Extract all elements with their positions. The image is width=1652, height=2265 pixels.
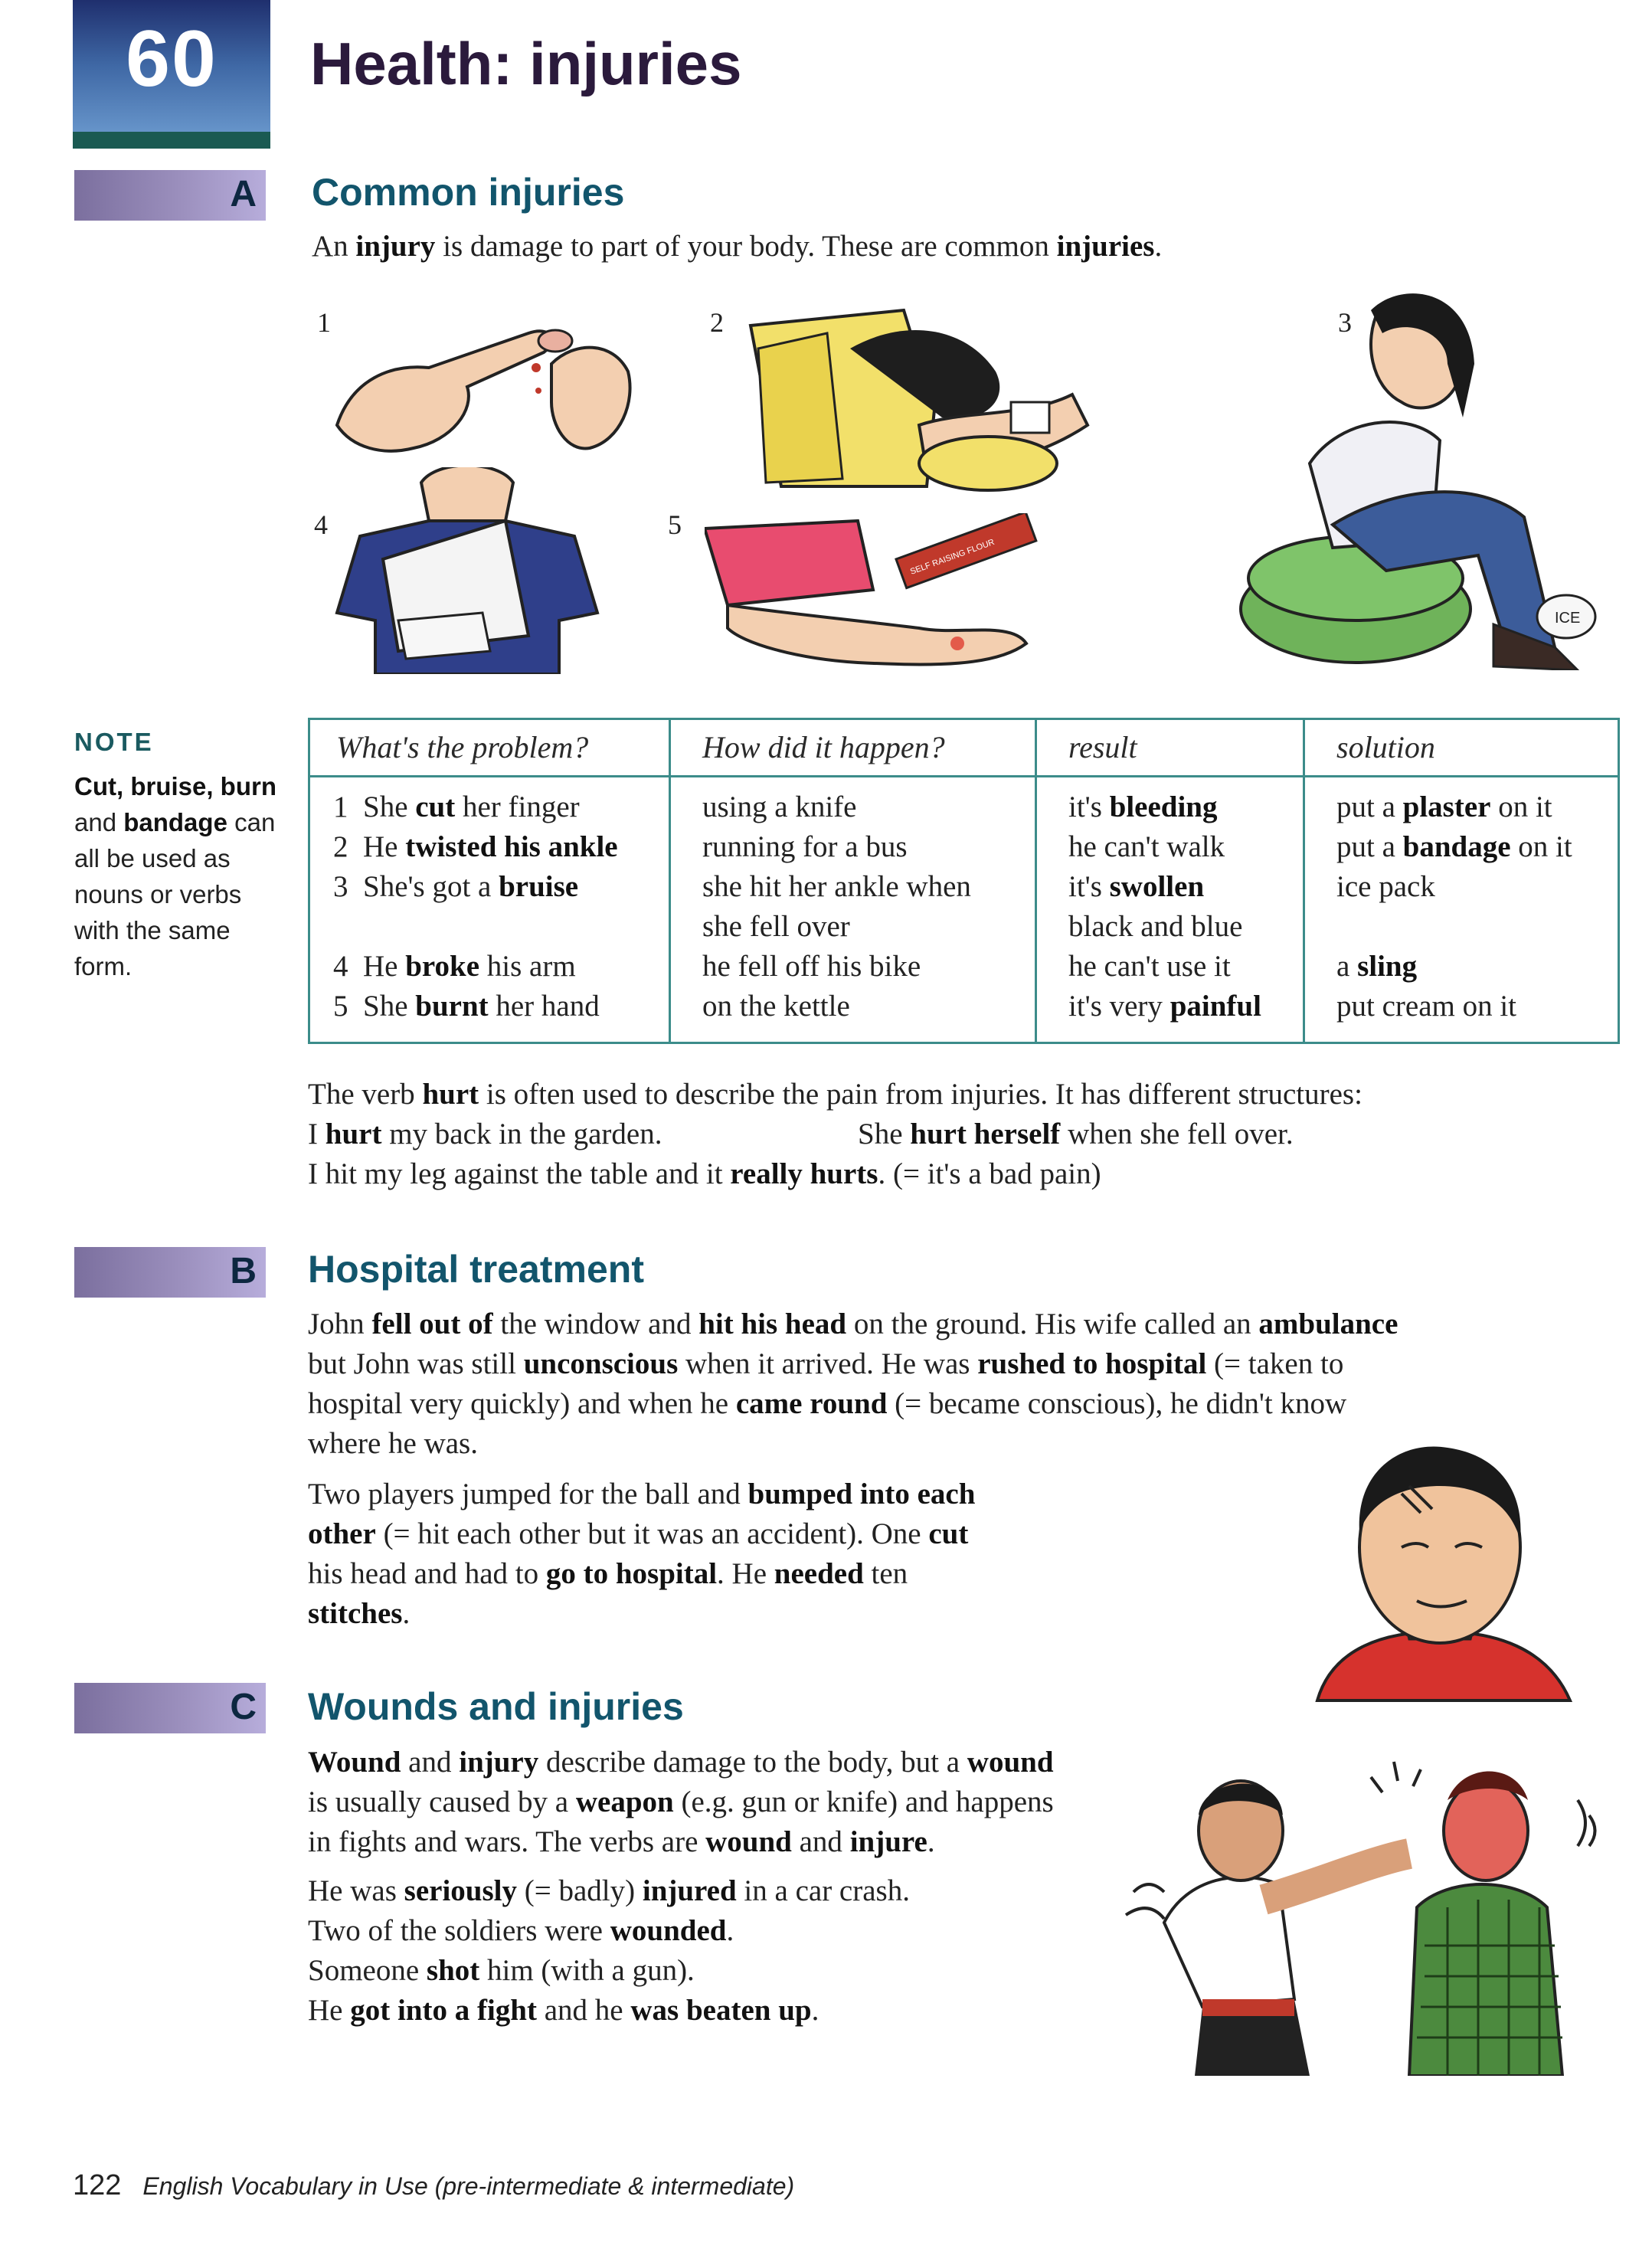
figure-label-1: 1 [317,307,331,338]
table-cell-result: he can't use it [1068,950,1231,983]
table-cell-how: he fell off his bike [702,950,921,983]
table-header-divider [310,775,1618,777]
section-c-line: Someone shot him (with a gun). [308,1954,695,1987]
table-col-divider [1303,720,1305,1042]
section-b-p2-line: his head and had to go to hospital. He needed ten [308,1557,908,1590]
cut-head-man-illustration [1287,1440,1585,1708]
table-cell-how: using a knife [702,790,857,823]
table-header-problem: What's the problem? [336,730,589,764]
table-cell-how: running for a bus [702,830,908,863]
figure-label-4: 4 [314,509,328,540]
table-cell-solution: put a plaster on it [1336,790,1552,823]
section-c-line: He was seriously (= badly) injured in a car crash. [308,1874,910,1907]
bruise-ice-pack-illustration [1218,287,1608,670]
section-b-p1-line: but John was still unconscious when it arrived. He was rushed to hospital (= taken to [308,1347,1344,1380]
section-c-letter: C [230,1687,257,1727]
figure-label-3: 3 [1338,307,1352,338]
section-c-line: is usually caused by a weapon (e.g. gun or knife) and happens [308,1785,1054,1818]
table-header-how: How did it happen? [702,730,945,764]
table-cell-result: it's swollen [1068,870,1205,903]
book-title: English Vocabulary in Use (pre-intermediate & intermediate) [142,2172,795,2200]
table-cell-problem: 4 He broke his arm [333,950,576,983]
chocolate-label: SELF RAISING FLOUR [908,537,996,577]
section-a-letter: A [230,174,257,214]
section-a-tab [74,170,266,221]
table-cell-result: black and blue [1068,910,1243,943]
unit-underline [73,132,270,149]
section-b-p1-line: John fell out of the window and hit his head on the ground. His wife called an ambulance [308,1308,1398,1340]
table-cell-how: she hit her ankle when [702,870,971,903]
note-text: Cut, bruise, burn and bandage can all be used as nouns or verbs with the same form. [74,772,276,980]
section-b-p1-line: hospital very quickly) and when he came round (= became conscious), he didn't know [308,1387,1347,1420]
page-title: Health: injuries [310,30,742,97]
section-b-letter: B [230,1251,257,1291]
table-header-solution: solution [1336,730,1435,764]
hurt-line-2a: I hurt my back in the garden. [308,1118,662,1151]
section-b-p1-line: where he was. [308,1427,478,1460]
fight-illustration [1118,1746,1608,2076]
unit-number: 60 [126,15,218,103]
section-c-line: Two of the soldiers were wounded. [308,1914,734,1947]
figure-label-2: 2 [710,307,724,338]
section-b-p2-line: Two players jumped for the ball and bumped into each [308,1478,976,1511]
section-c-tab [74,1683,266,1733]
twisted-ankle-illustration [735,303,1095,494]
table-cell-solution: put a bandage on it [1336,830,1572,863]
table-cell-problem: 3 She's got a bruise [333,870,579,903]
table-cell-how: she fell over [702,910,850,943]
table-cell-solution: a sling [1336,950,1418,983]
table-cell-how: on the kettle [702,990,850,1023]
table-cell-problem: 5 She burnt her hand [333,990,600,1023]
table-cell-solution: put cream on it [1336,990,1517,1023]
section-c-line: He got into a fight and he was beaten up. [308,1994,819,2027]
section-c-line: in fights and wars. The verbs are wound and injure. [308,1825,935,1858]
figure-label-5: 5 [668,509,682,540]
table-cell-result: it's bleeding [1068,790,1218,823]
section-c-heading: Wounds and injuries [308,1685,684,1728]
section-a-heading: Common injuries [312,171,625,214]
page-number: 122 [73,2169,122,2201]
section-b-p2-line: stitches. [308,1597,411,1630]
table-col-divider [1035,720,1037,1042]
section-b-p2-line: other (= hit each other but it was an accident). One cut [308,1517,969,1550]
table-cell-problem: 1 She cut her finger [333,790,580,823]
section-b-tab [74,1247,266,1298]
page-footer [73,2169,794,2202]
table-cell-result: it's very painful [1068,990,1261,1023]
table-cell-solution: ice pack [1336,870,1435,903]
injury-table [308,718,1620,1044]
section-b-heading: Hospital treatment [308,1248,644,1291]
hurt-line-2b: She hurt herself when she fell over. [858,1118,1294,1151]
table-cell-problem: 2 He twisted his ankle [333,830,618,863]
section-a-intro: An injury is damage to part of your body. These are common injuries. [312,230,1163,263]
hurt-line-1: The verb hurt is often used to describe the pain from injuries. It has different structures: [308,1078,1362,1111]
table-col-divider [669,720,671,1042]
burnt-hand-illustration [705,513,1042,674]
unit-number-box [73,0,270,146]
hurt-line-3: I hit my leg against the table and it really hurts. (= it's a bad pain) [308,1157,1101,1190]
broken-arm-sling-illustration [329,467,605,674]
table-header-result: result [1068,730,1137,764]
cut-finger-illustration [322,295,643,471]
table-cell-result: he can't walk [1068,830,1225,863]
ice-pack-label: ICE [1555,610,1581,627]
note-heading: NOTE [74,728,154,756]
section-c-line: Wound and injury describe damage to the body, but a wound [308,1746,1054,1779]
